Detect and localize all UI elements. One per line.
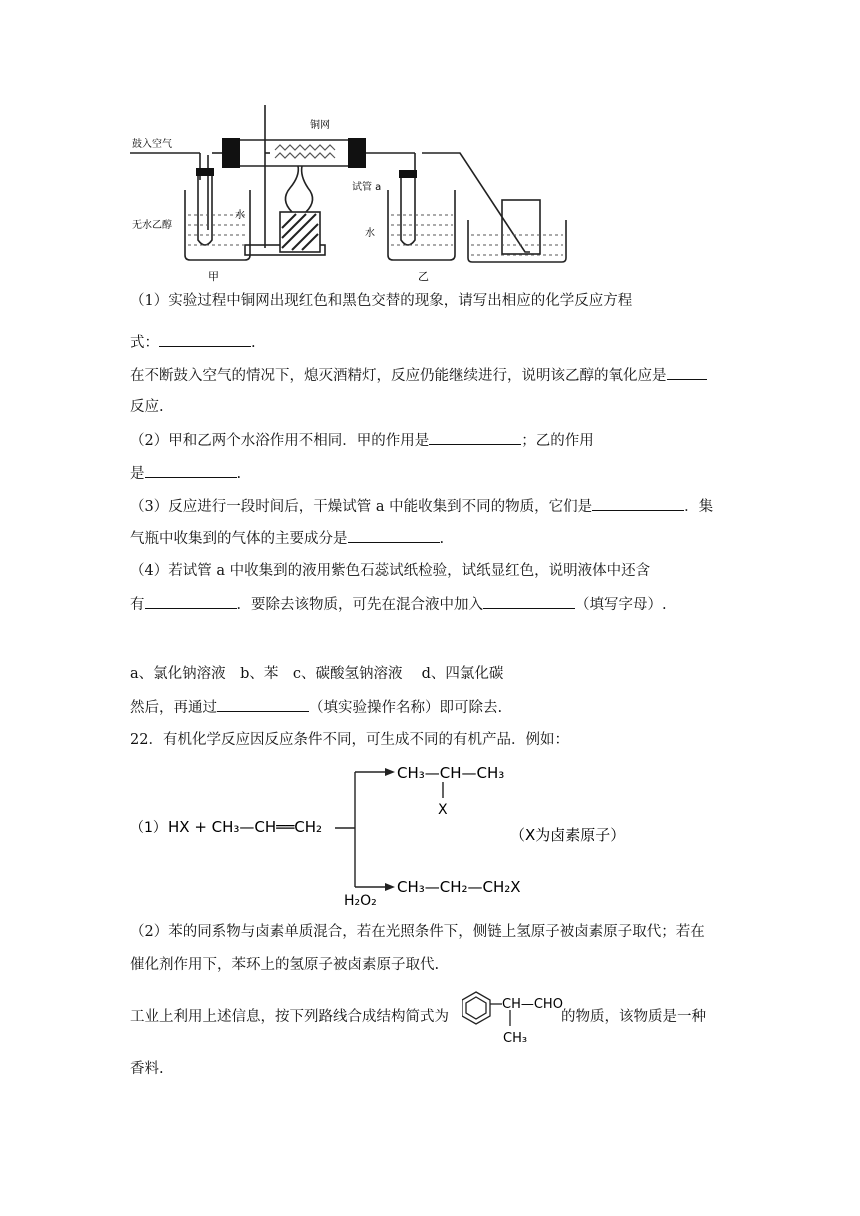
q21-part1-line2: 式： . bbox=[130, 332, 256, 353]
answer-blank[interactable] bbox=[592, 496, 684, 511]
q22-part2-line2: 催化剂作用下，苯环上的氢原子被卤素原子取代. bbox=[130, 957, 440, 973]
struct-chain: CH—CHO bbox=[502, 997, 563, 1012]
q22-part2-line1: （2）苯的同系物与卤素单质混合，若在光照条件下，侧链上氢原子被卤素原子取代；若在 bbox=[130, 924, 705, 940]
answer-blank[interactable] bbox=[483, 594, 575, 609]
rx-product2: CH₃—CH₂—CH₂X bbox=[397, 878, 521, 896]
rx-reactants: HX + CH₃—CH══CH₂ bbox=[168, 818, 323, 836]
q21-part4-line1: （4）若试管 a 中收集到的液用紫色石蕊试纸检验，试纸显红色，说明液体中还含 bbox=[130, 563, 651, 579]
answer-blank[interactable] bbox=[667, 365, 707, 380]
rx-product1: CH₃—CH—CH₃ bbox=[397, 764, 505, 782]
label-water-left: 水 bbox=[235, 210, 245, 221]
answer-blank[interactable] bbox=[145, 463, 237, 478]
q21-part3-line2: 气瓶中收集到的气体的主要成分是 . bbox=[130, 528, 444, 549]
label-air: 鼓入空气 bbox=[132, 139, 172, 150]
rx-condition: H₂O₂ bbox=[344, 893, 377, 909]
q21-part4-line2: 有 ．要除去该物质，可先在混合液中加入 （填写字母）. bbox=[130, 594, 667, 615]
rx-halogen: X bbox=[438, 802, 448, 818]
answer-blank[interactable] bbox=[217, 697, 309, 712]
q22-part3-line: 工业上利用上述信息，按下列路线合成结构简式为 的物质，该物质是一种 bbox=[130, 1009, 706, 1025]
aldehyde-structure bbox=[462, 988, 574, 1046]
q21-then-line: 然后，再通过 （填实验操作名称）即可除去. bbox=[130, 697, 502, 718]
q21-part2-line2: 是 . bbox=[130, 463, 241, 484]
q21-part3-line1: （3）反应进行一段时间后，干燥试管 a 中能收集到不同的物质，它们是 ．集 bbox=[130, 496, 713, 517]
label-tube-a: 试管 a bbox=[352, 182, 382, 193]
reaction-scheme bbox=[130, 760, 630, 910]
q21-options: a、氯化钠溶液 b、苯 c、碳酸氢钠溶液 d、四氯化碳 bbox=[130, 666, 504, 682]
answer-blank[interactable] bbox=[348, 528, 440, 543]
answer-blank[interactable] bbox=[159, 332, 251, 347]
rx-number: （1） bbox=[130, 820, 167, 836]
label-yi: 乙 bbox=[418, 270, 429, 283]
q21-part2-line1: （2）甲和乙两个水浴作用不相同．甲的作用是 ；乙的作用 bbox=[130, 430, 594, 451]
label-jia: 甲 bbox=[208, 270, 219, 283]
apparatus-diagram bbox=[130, 100, 570, 285]
q21-part1-line3: 在不断鼓入空气的情况下，熄灭酒精灯，反应仍能继续进行，说明该乙醇的氧化应是 bbox=[130, 365, 707, 386]
answer-blank[interactable] bbox=[429, 430, 521, 445]
q22-part4: 香料. bbox=[130, 1061, 164, 1077]
struct-methyl: CH₃ bbox=[503, 1031, 528, 1046]
answer-blank[interactable] bbox=[145, 594, 237, 609]
label-mesh: 铜网 bbox=[310, 120, 330, 131]
label-ethanol: 无水乙醇 bbox=[132, 220, 172, 231]
q21-part1-line1: （1）实验过程中铜网出现红色和黑色交替的现象，请写出相应的化学反应方程 bbox=[130, 293, 633, 309]
q22-intro: 22．有机化学反应因反应条件不同，可生成不同的有机产品．例如： bbox=[130, 732, 569, 748]
q21-part1-line4: 反应. bbox=[130, 399, 164, 415]
label-water-right: 水 bbox=[365, 228, 375, 239]
rx-note: （X为卤素原子） bbox=[510, 826, 626, 844]
